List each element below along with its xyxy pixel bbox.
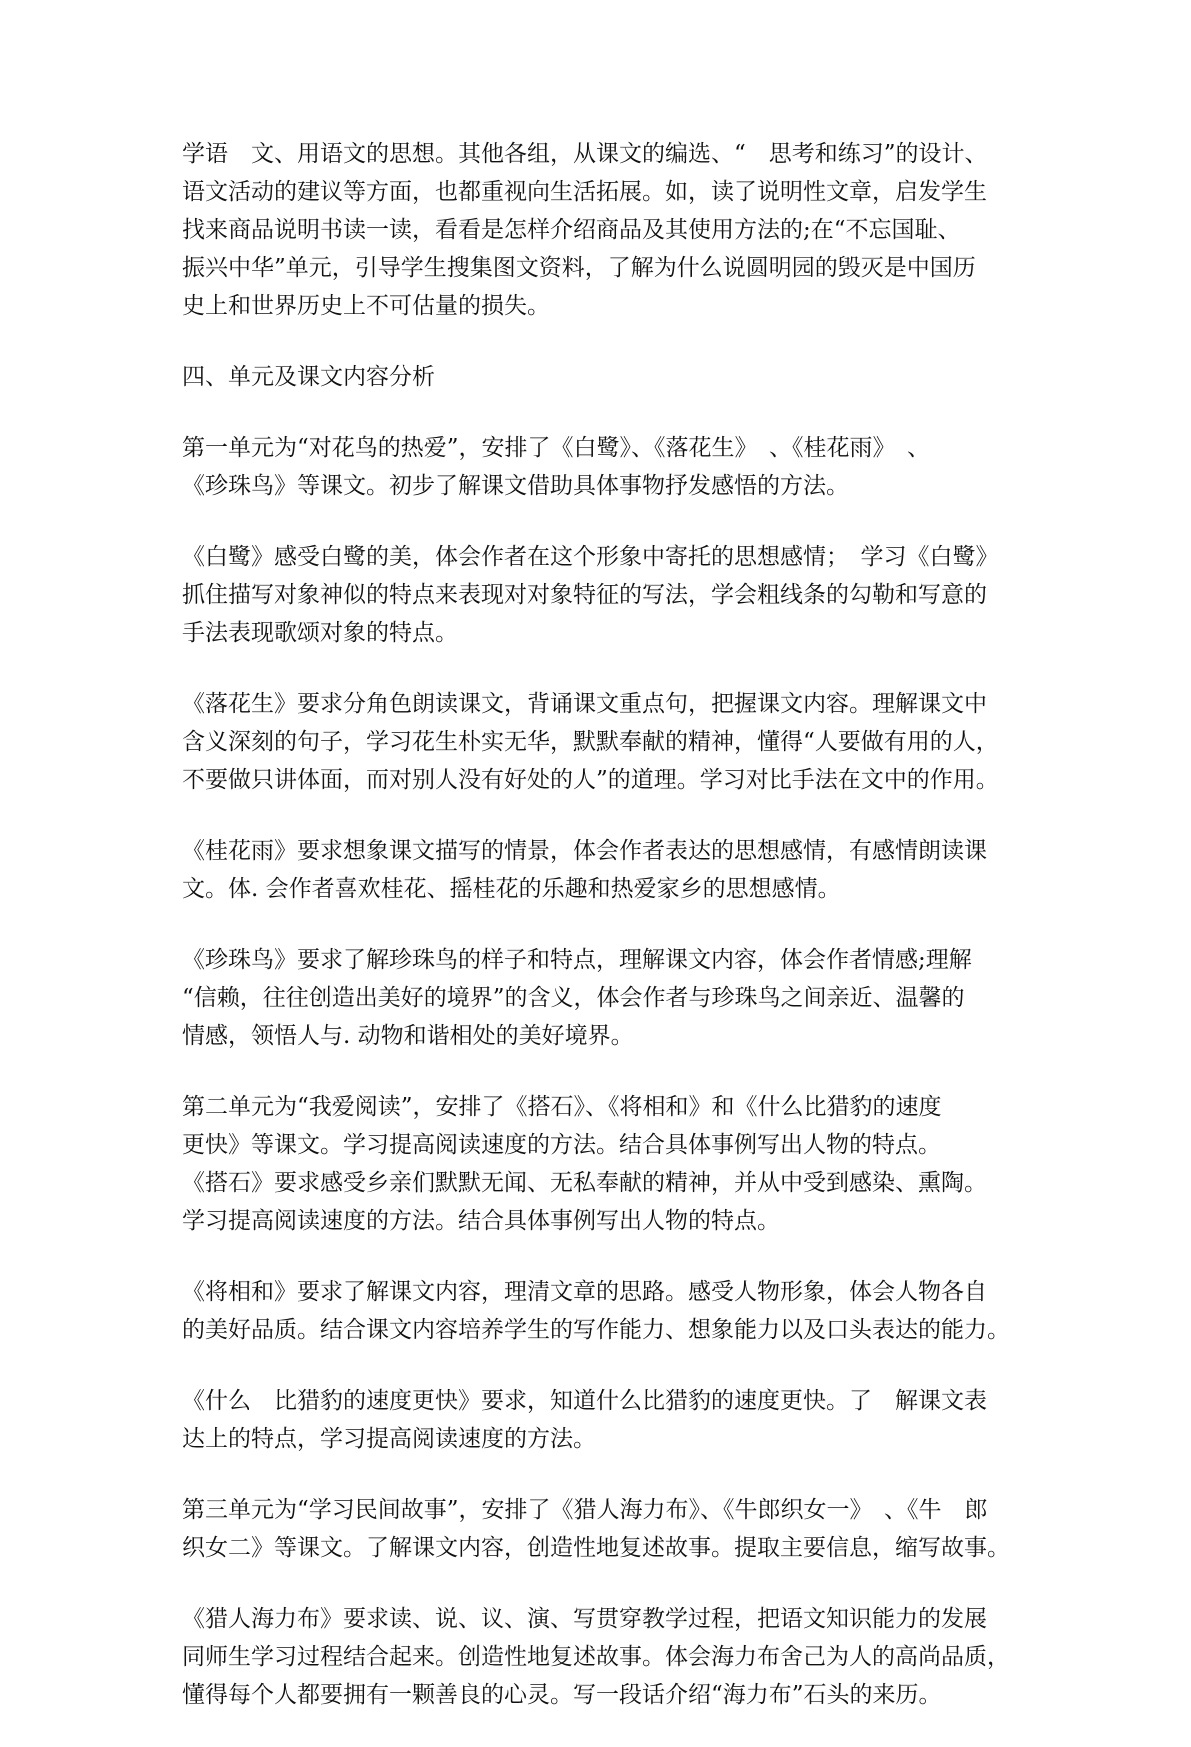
text-line: 《什么 比猎豹的速度更快》要求，知道什么比猎豹的速度更快。了 解课文表 [182,1388,987,1414]
section-heading [182,358,1012,396]
text-line: “信赖，往往创造出美好的境界”的含义，体会作者与珍珠鸟之间亲近、温馨的 [182,985,965,1011]
text-line: 第一单元为“对花鸟的热爱”，安排了《白鹭》、《落花生》 、《桂花雨》 、 [182,435,931,461]
text-line: 懂得每个人都要拥有一颗善良的心灵。写一段话介绍“海力布”石头的来历。 [182,1682,942,1708]
text-line: 学习提高阅读速度的方法。结合具体事例写出人物的特点。 [182,1208,780,1234]
document-page [182,135,1012,1747]
text-line: 织女二》等课文。了解课文内容，创造性地复述故事。提取主要信息，缩写故事。 [182,1535,1010,1561]
paragraph [182,1382,1012,1458]
text-line: 的美好品质。结合课文内容培养学生的写作能力、想象能力以及口头表达的能力。 [182,1317,1010,1343]
text-line: 第二单元为“我爱阅读”，安排了《搭石》、《将相和》和《什么比猎豹的速度 [182,1094,942,1120]
text-line: 文。体. 会作者喜欢桂花、摇桂花的乐趣和热爱家乡的思想感情。 [182,876,841,902]
paragraph [182,1088,1012,1240]
text-line: 《落花生》要求分角色朗读课文，背诵课文重点句，把握课文内容。理解课文中 [182,691,987,717]
paragraph [182,832,1012,908]
paragraph [182,429,1012,505]
text-line: 第三单元为“学习民间故事”，安排了《猎人海力布》、《牛郎织女一》 、《牛 郎 [182,1497,988,1523]
text-line: 语文活动的建议等方面，也都重视向生活拓展。如，读了说明性文章，启发学生 [182,179,987,205]
text-line: 抓住描写对象神似的特点来表现对对象特征的写法，学会粗线条的勾勒和写意的 [182,582,987,608]
text-line: 《搭石》要求感受乡亲们默默无闻、无私奉献的精神，并从中受到感染、熏陶。 [182,1170,987,1196]
paragraph [182,1491,1012,1567]
text-line: 史上和世界历史上不可估量的损失。 [182,293,550,319]
paragraph [182,1600,1012,1714]
text-line: 《桂花雨》要求想象课文描写的情景，体会作者表达的思想感情，有感情朗读课 [182,838,987,864]
text-line: 不要做只讲体面，而对别人没有好处的人”的道理。学习对比手法在文中的作用。 [182,767,999,793]
paragraph [182,941,1012,1055]
text-line: 四、单元及课文内容分析 [182,364,435,390]
text-line: 振兴中华”单元，引导学生搜集图文资料，了解为什么说圆明园的毁灭是中国历 [182,255,976,281]
text-line: 《白鹭》感受白鹭的美，体会作者在这个形象中寄托的思想感情； 学习《白鹭》 [182,544,999,570]
text-line: 《珍珠鸟》要求了解珍珠鸟的样子和特点，理解课文内容，体会作者情感;理解 [182,947,972,973]
text-line: 《珍珠鸟》等课文。初步了解课文借助具体事物抒发感悟的方法。 [182,473,849,499]
text-line: 情感，领悟人与. 动物和谐相处的美好境界。 [182,1023,634,1049]
paragraph [182,1273,1012,1349]
text-line: 达上的特点，学习提高阅读速度的方法。 [182,1426,596,1452]
paragraph [182,685,1012,799]
text-line: 《将相和》要求了解课文内容，理清文章的思路。感受人物形象，体会人物各自 [182,1279,987,1305]
paragraph [182,538,1012,652]
text-line: 学语 文、用语文的思想。其他各组，从课文的编选、“ 思考和练习”的设计、 [182,141,988,167]
text-line: 找来商品说明书读一读，看看是怎样介绍商品及其使用方法的;在“不忘国耻、 [182,217,961,243]
text-line: 同师生学习过程结合起来。创造性地复述故事。体会海力布舍己为人的高尚品质， [182,1644,1010,1670]
text-line: 更快》等课文。学习提高阅读速度的方法。结合具体事例写出人物的特点。 [182,1132,941,1158]
text-line: 手法表现歌颂对象的特点。 [182,620,458,646]
text-line: 含义深刻的句子，学习花生朴实无华，默默奉献的精神，懂得“人要做有用的人， [182,729,999,755]
text-line: 《猎人海力布》要求读、说、议、演、写贯穿教学过程，把语文知识能力的发展 [182,1606,987,1632]
paragraph [182,135,1012,325]
